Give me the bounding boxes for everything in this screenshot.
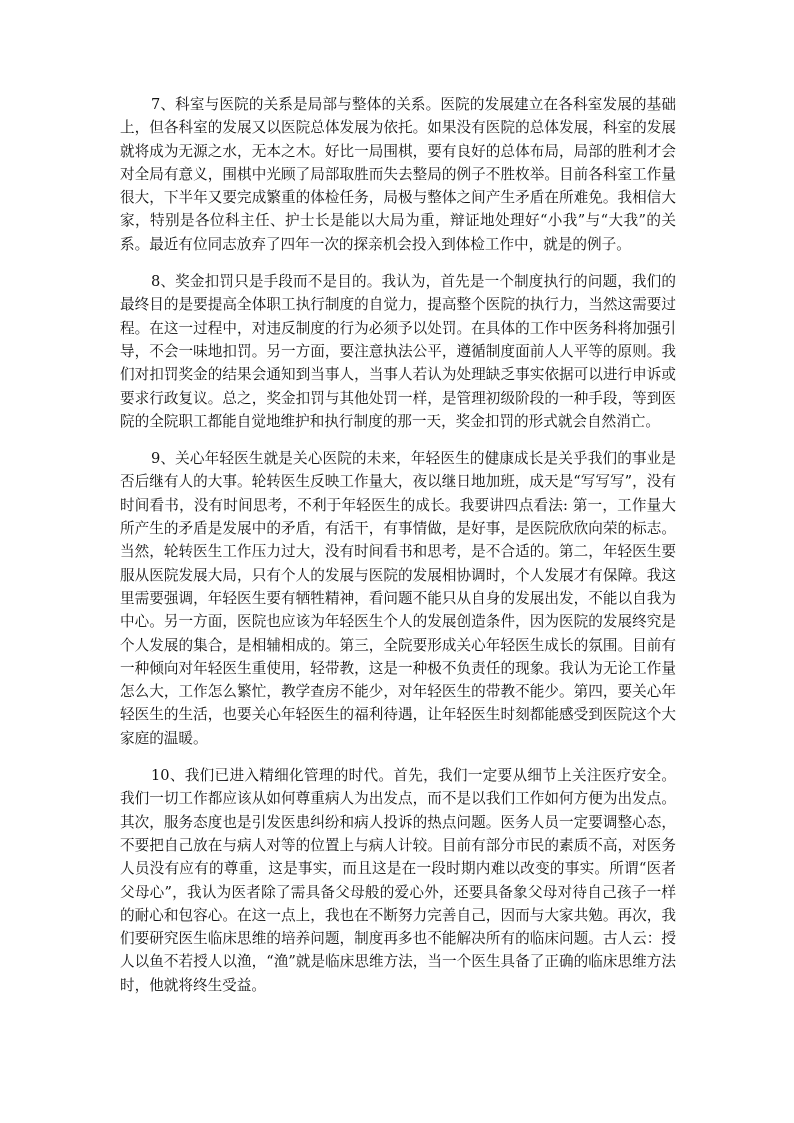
paragraph-10 [120,764,676,997]
paragraph-number: 8 [151,273,161,291]
paragraph-text: 、科室与医院的关系是局部与整体的关系。医院的发展建立在各科室发展的基础上，但各科室的发展又以医院总体发展为依托。如果没有医院的总体发展，科室的发展就将成为无源之水，无本之木。好比一局围棋，要有良好的总体布局，局部的胜利才会对全局有意义，围棋中光顾了局部取胜而失去整局的例子不胜枚举。目前各科室工作量很大，下半年又要完成繁重的体检任务，局极与整体之间产生矛盾在所难免。我相信大家，特别是各位科主任、护士长是能以大局为重，辩证地处理好“小我”与“大我”的关系。最近有位同志放弃了四年一次的探亲机会投入到体检工作中，就是的例子。 [120,96,676,253]
paragraph-text: 、奖金扣罚只是手段而不是目的。我认为，首先是一个制度执行的问题，我们的最终目的是要提高全体职工执行制度的自觉力，提高整个医院的执行力，当然这需要过程。在这一过程中，对违反制度的行为必须予以处罚。在具体的工作中医务科将加强引导，不会一味地扣罚。另一方面，要注意执法公平，遵循制度面前人人平等的原则。我们对扣罚奖金的结果会通知到当事人，当事人若认为处理缺乏事实依据可以进行申诉或要求行政复议。总之，奖金扣罚与其他处罚一样，是管理初级阶段的一种手段，等到医院的全院职工都能自觉地维护和执行制度的那一天，奖金扣罚的形式就会自然消亡。 [120,273,676,430]
paragraph-number: 7 [151,96,161,113]
paragraph-9 [120,447,676,750]
paragraph-7 [120,93,676,256]
paragraph-text: 、我们已进入精细化管理的时代。首先，我们一定要从细节上关注医疗安全。我们一切工作都应该从如何尊重病人为出发点，而不是以我们工作如何方便为出发点。其次，服务态度也是引发医患纠纷和病人投诉的热点问题。医务人员一定要调整心态，不要把自己放在与病人对等的位置上与病人计较。目前有部分市民的素质不高，对医务人员没有应有的尊重，这是事实，而且这是在一段时期内难以改变的事实。所谓“医者父母心”，我认为医者除了需具备父母般的爱心外，还要具备象父母对待自己孩子一样的耐心和包容心。在这一点上，我也在不断努力完善自己，因而与大家共勉。再次，我们要研究医生临床思维的培养问题，制度再多也不能解决所有的临床问题。古人云：授人以鱼不若授人以渔，“渔”就是临床思维方法，当一个医生具备了正确的临床思维方法时，他就将终生受益。 [120,767,676,994]
paragraph-8 [120,270,676,433]
paragraph-number: 10 [151,767,170,785]
paragraph-text: 、关心年轻医生就是关心医院的未来，年轻医生的健康成长是关乎我们的事业是否后继有人的大事。轮转医生反映工作量大，夜以继日地加班，成天是“写写写”，没有时间看书，没有时间思考，不利于年轻医生的成长。我要讲四点看法: 第一，工作量大所产生的矛盾是发展中的矛盾，有活干，有事情做，是好事，是医院欣欣向荣的标志。当然，轮转医生工作压力过大，没有时间看书和思考，是不合适的。第二，年轻医生要服从医院发展大局，只有个人的发展与医院的发展相协调时，个人发展才有保障。我这里需要强调，年轻医生要有牺牲精神，看问题不能只从自身的发展出发，不能以自我为中心。另一方面，医院也应该为年轻医生个人的发展创造条件，因为医院的发展终究是个人发展的集合，是相辅相成的。第三，全院要形成关心年轻医生成长的氛围。目前有一种倾向对年轻医生重使用，轻带教，这是一种极不负责任的现象。我认为无论工作量怎么大，工作怎么繁忙，教学查房不能少，对年轻医生的带教不能少。第四，要关心年轻医生的生活，也要关心年轻医生的福利待遇，让年轻医生时刻都能感受到医院这个大家庭的温暖。 [120,450,676,747]
document-body [120,93,676,1011]
paragraph-number: 9 [151,450,161,468]
